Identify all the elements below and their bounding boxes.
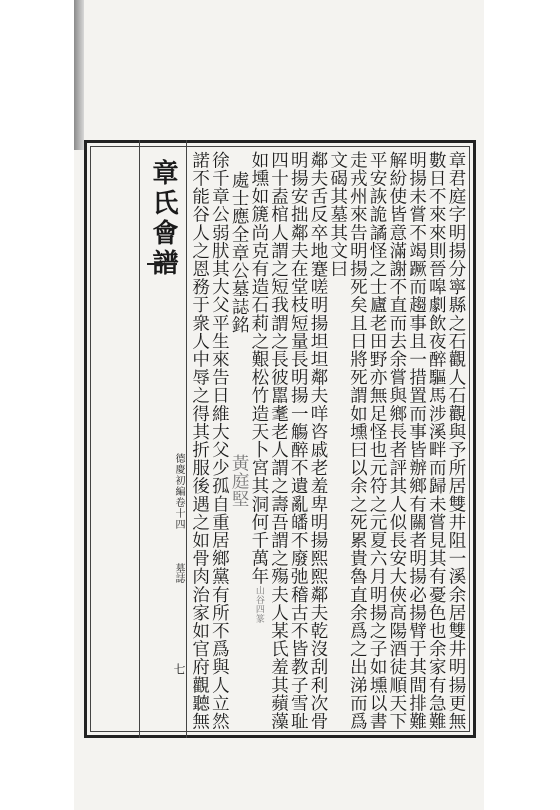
epitaph-title: 處士應全章公墓誌銘 xyxy=(229,171,250,334)
text-column: 章君庭字明揚分寧縣之石觀人石觀與予所居雙井阻一溪余居雙井明揚更無 xyxy=(446,151,466,731)
text-column: 平安詼詭譎怪之士廬老田野亦無足怪也元符之元夏六月明揚之子如壎以書 xyxy=(367,151,388,731)
author-name: 黃庭堅 xyxy=(229,453,250,509)
page-number: 七 xyxy=(172,663,186,675)
text-column: 明揚安拙鄰夫在堂枝短量長明揚一觴醉不遺亂皤不廢弛稽古不皆教子雪耻 xyxy=(288,151,309,731)
body-text xyxy=(190,151,466,731)
text-column: 諾不能谷人之恩務于衆人中辱之得其折服後遇之如骨肉治家如官府觀聽無 xyxy=(189,151,210,731)
section-label: 墓誌 xyxy=(173,563,184,583)
text-column: 鄰夫舌反卒地蹇嗟明揚坦坦鄰夫咩咨戚老羞卑明揚熙熙鄰夫乾沒刮利次骨 xyxy=(308,151,328,731)
page-frame xyxy=(84,140,476,738)
text-column-main: 如壎如篪尚克有造石莉之艱松竹造天卜宮其洞何千萬年 xyxy=(249,151,269,586)
fish-tail-mark xyxy=(147,263,177,277)
text-column: 數日不來來則晉嗥劇飲夜醉驅馬涉溪畔而歸未嘗見其有憂色也余家有急難 xyxy=(426,151,447,731)
text-column: 文碣其墓其文曰 xyxy=(327,151,348,278)
text-column xyxy=(229,151,249,731)
volume-label: 德慶初編卷十四 xyxy=(173,453,184,530)
text-column: 解紛使皆意滿謝不直而去余嘗與鄉長者評其人似長安大俠高陽酒徒順天下 xyxy=(387,151,407,731)
text-column: 明揚未嘗不竭蹶而趨事且一措置而事皆辦鄉有關者明揚必揚臂于其間排難 xyxy=(406,151,427,731)
text-column: 徐千章公弱肰其大父平生來告日維大父少孤自重居鄉黨有所不爲與人立然 xyxy=(209,151,230,731)
seal-note: 山谷四篆 xyxy=(253,585,264,624)
text-column: 四十盍棺人謂之短我謂之長彼嚚耄老人謂之壽吾謂之殤夫人某氏羞其蘋藻 xyxy=(268,151,289,731)
text-column: 走戎州來告明揚死矣且日將死謂如壎曰以余之死累貴魯直余爲之出涕而爲 xyxy=(347,151,368,731)
text-column xyxy=(249,151,269,731)
book-title: 章氏會譜 xyxy=(148,159,178,279)
